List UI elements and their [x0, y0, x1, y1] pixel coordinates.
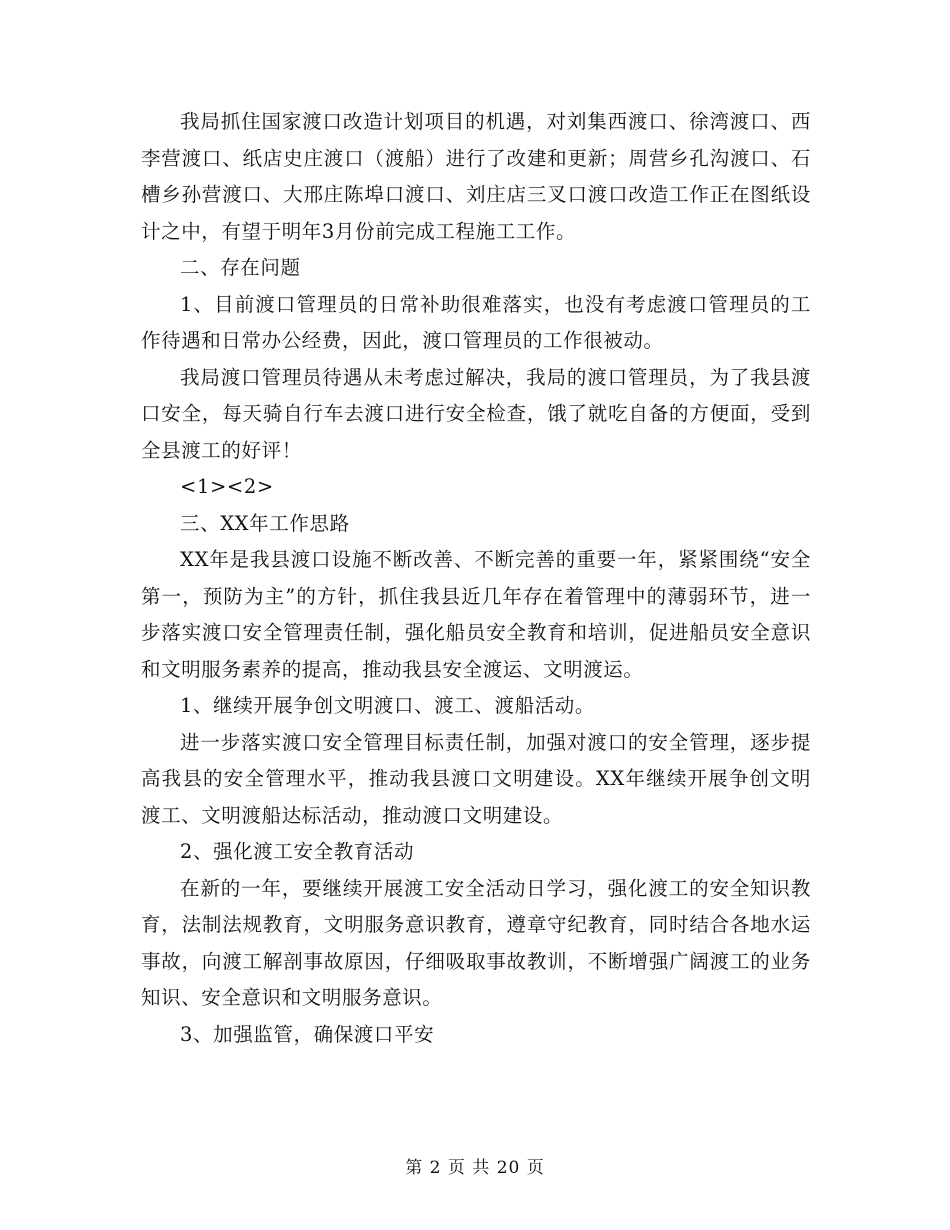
paragraph-work-plan: XX年是我县渡口设施不断改善、不断完善的重要一年，紧紧围绕“安全第一，预防为主”的方针，抓住我县近几年存在着管理中的薄弱环节，进一步落实渡口安全管理责任制，强化船员安全教育和培训，促进船员安全意识和文明服务素养的提高，推动我县安全渡运、文明渡运。	[141, 548, 811, 681]
heading-problems: 二、存在问题	[180, 256, 301, 279]
page-marker: <1><2>	[180, 475, 274, 498]
document-body	[141, 104, 811, 1053]
paragraph-problem-1: 1、目前渡口管理员的日常补助很难落实，也没有考虑渡口管理员的工作待遇和日常办公经费，因此，渡口管理员的工作很被动。	[141, 292, 811, 352]
paragraph-plan-1: 进一步落实渡口安全管理目标责任制，加强对渡口的安全管理，逐步提高我县的安全管理水平，推动我县渡口文明建设。XX年继续开展争创文明渡工、文明渡船达标活动，推动渡口文明建设。	[141, 730, 811, 827]
heading-plan-1: 1、继续开展争创文明渡口、渡工、渡船活动。	[180, 694, 596, 717]
heading-plan-3: 3、加强监管，确保渡口平安	[180, 1022, 435, 1046]
paragraph-manager-treatment: 我局渡口管理员待遇从未考虑过解决，我局的渡口管理员，为了我县渡口安全，每天骑自行车去渡口进行安全检查，饿了就吃自备的方便面，受到全县渡工的好评！	[141, 365, 811, 462]
heading-plan-2: 2、强化渡工安全教育活动	[180, 840, 415, 863]
heading-work-plan: 三、XX年工作思路	[180, 511, 350, 535]
paragraph-renovation: 我局抓住国家渡口改造计划项目的机遇，对刘集西渡口、徐湾渡口、西李营渡口、纸店史庄渡口（渡船）进行了改建和更新；周营乡孔沟渡口、石槽乡孙营渡口、大邢庄陈埠口渡口、刘庄店三叉口渡口改造工作正在图纸设计之中，有望于明年3月份前完成工程施工工作。	[141, 110, 811, 243]
page-number-footer: 第 2 页 共 20 页	[405, 1158, 545, 1178]
paragraph-plan-2: 在新的一年，要继续开展渡工安全活动日学习，强化渡工的安全知识教育，法制法规教育，文明服务意识教育，遵章守纪教育，同时结合各地水运事故，向渡工解剖事故原因，仔细吸取事故教训，不断增强广阔渡工的业务知识、安全意识和文明服务意识。	[141, 876, 811, 1009]
